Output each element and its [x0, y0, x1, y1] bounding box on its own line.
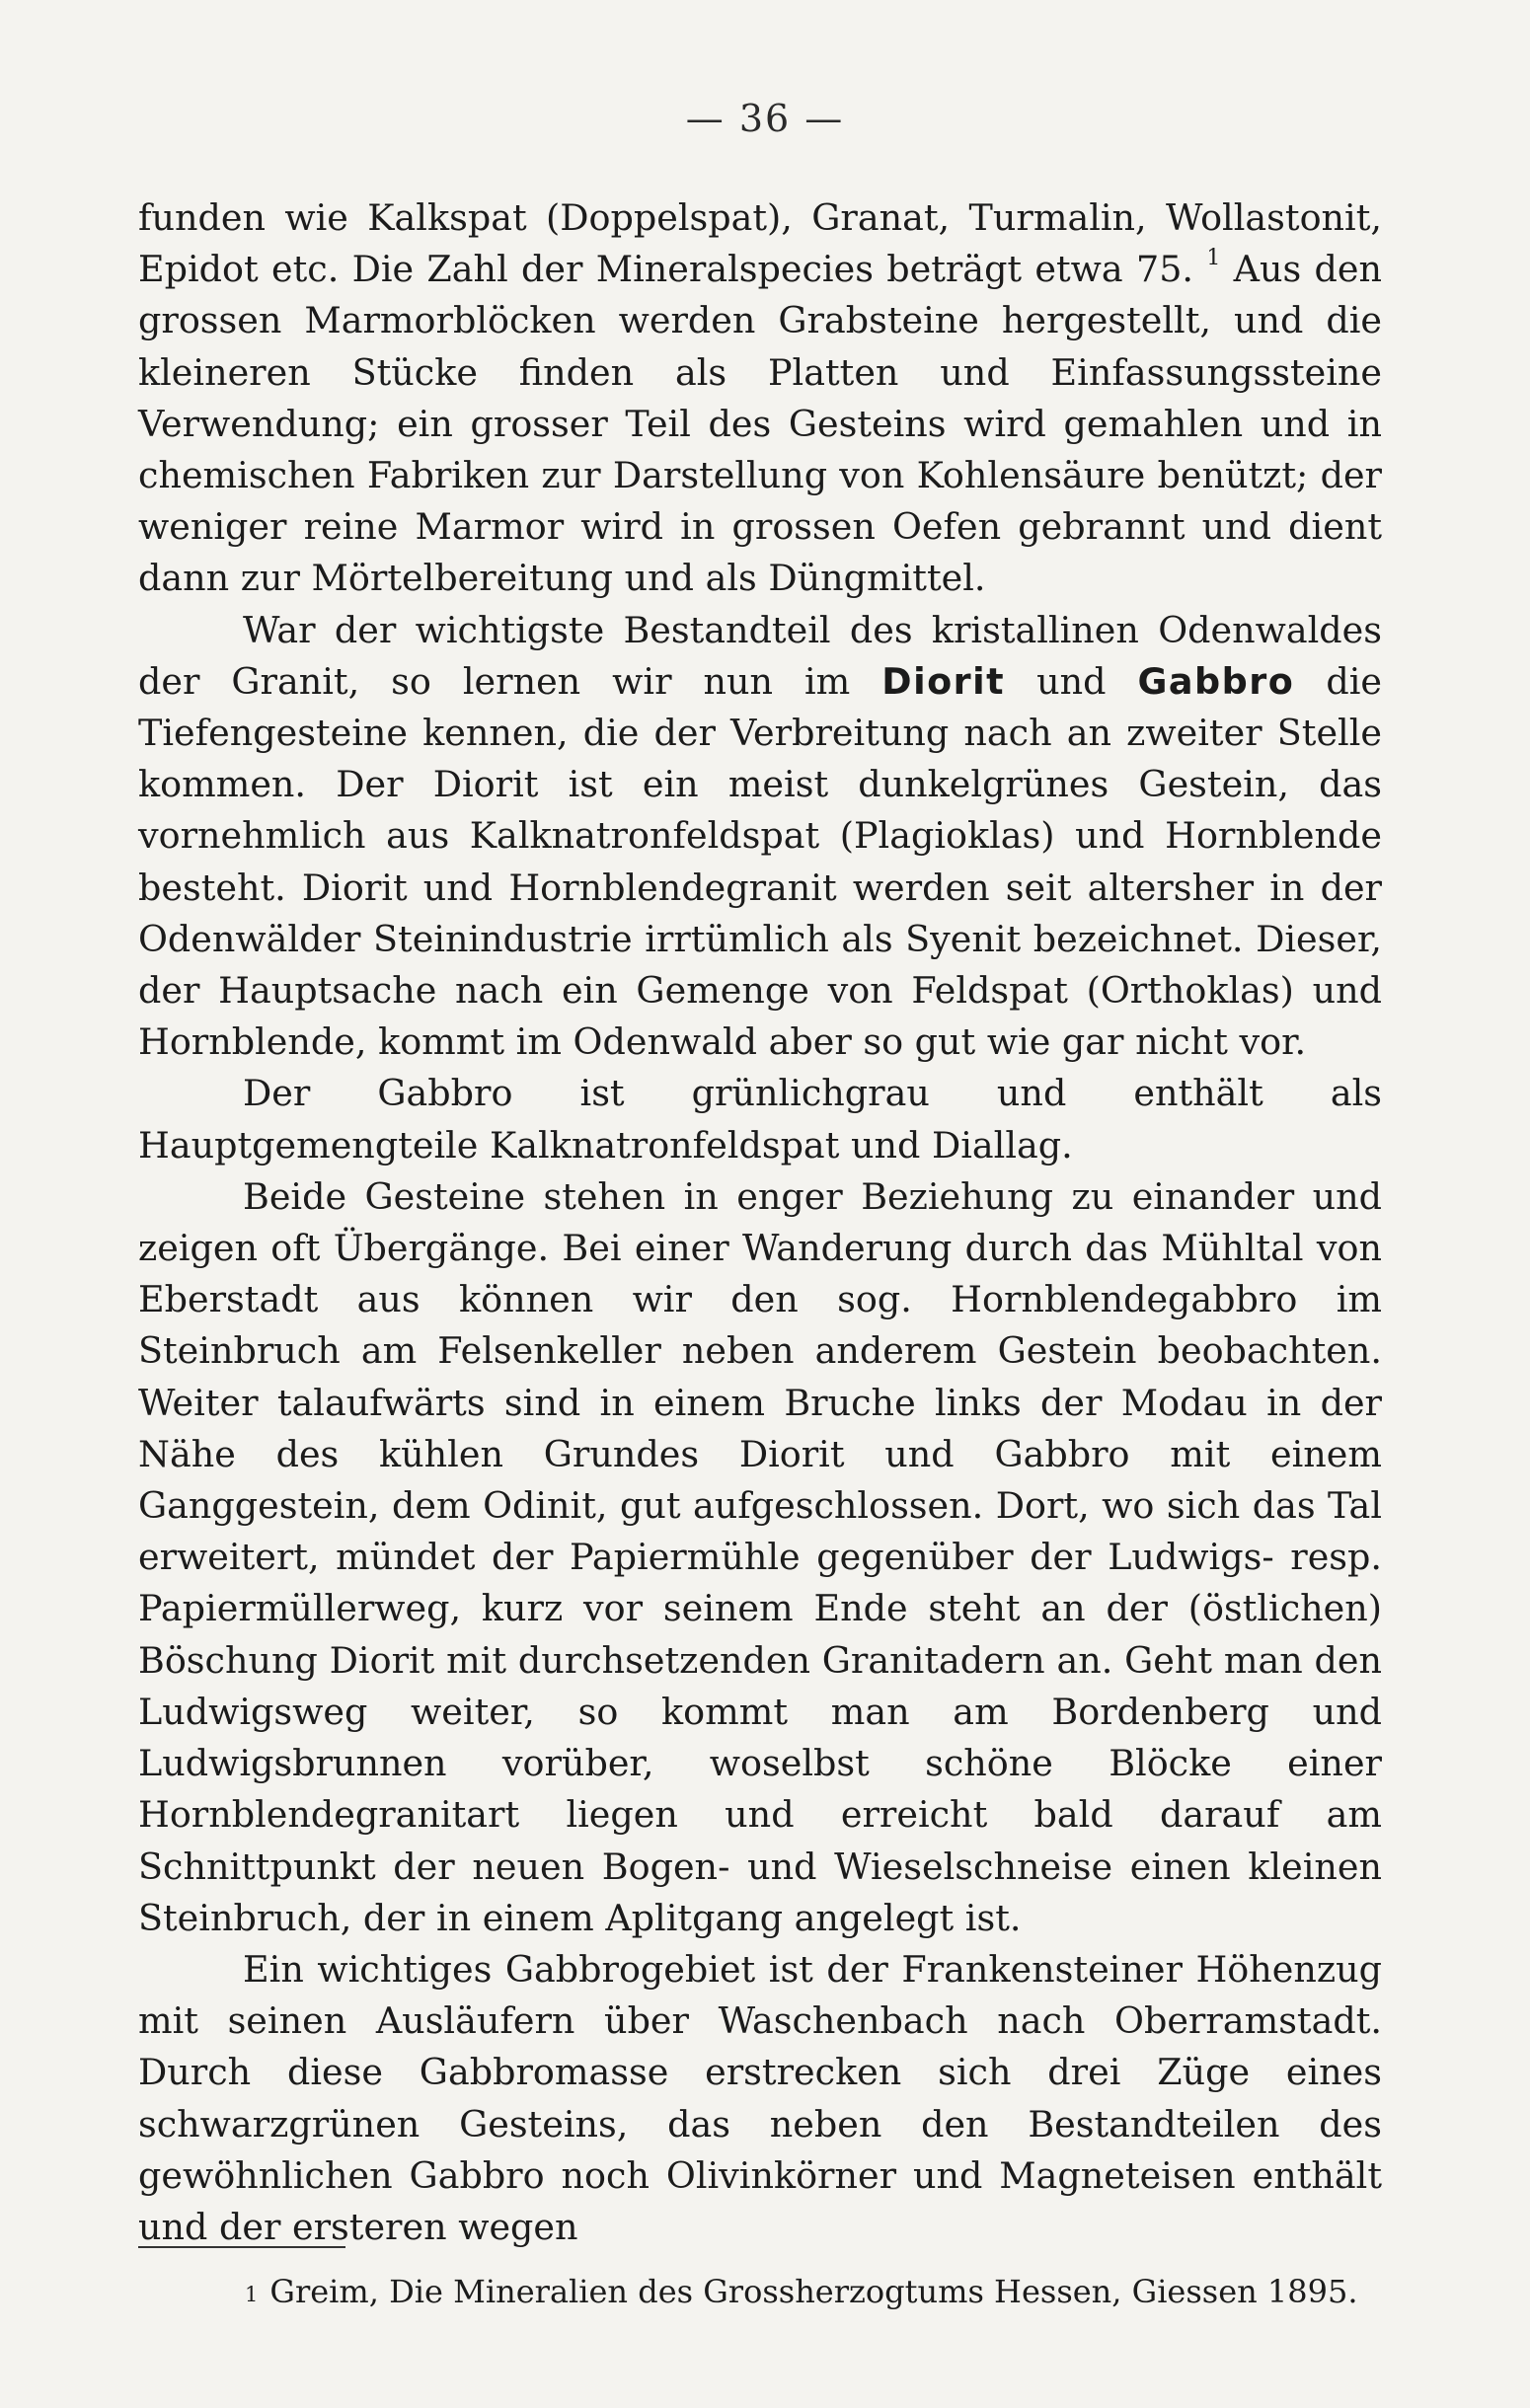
page-number: — 36 —	[685, 97, 845, 140]
text-run: Beide Gesteine stehen in enger Beziehung zu einander und zeigen oft Übergänge. Bei einer Wanderung durch das Mühltal von Eberstadt aus können wir den sog. Hornblendegabbro im Steinbruch am Felsenkeller neben anderem Gestein beobachten. Weiter talaufwärts sind in einem Bruche links der Modau in der Nähe des kühlen Grundes Diorit und Gabbro mit einem Ganggestein, dem Odinit, gut aufgeschlossen. Dort, wo sich das Tal erweitert, mündet der Papiermühle gegenüber der Ludwigs- resp. Papiermüllerweg, kurz vor seinem Ende steht an der (östlichen) Böschung Diorit mit durchsetzenden Granitadern an. Geht man den Ludwigsweg weiter, so kommt man am Bordenberg und Ludwigsbrunnen vorüber, woselbst schöne Blöcke einer Hornblendegranitart liegen und erreicht bald darauf am Schnittpunkt der neuen Bogen- und Wieselschneise einen kleinen Steinbruch, der in einem Aplitgang angelegt ist.	[138, 1174, 1382, 1939]
emphasized-term: Diorit	[881, 659, 1006, 703]
paragraph	[138, 192, 1382, 605]
text-run: funden wie Kalkspat (Doppelspat), Granat, Turmalin, Wollastonit, Epidot etc. Die Zahl der Mineralspecies beträgt etwa 75.	[138, 196, 1382, 291]
text-run: Ein wichtiges Gabbrogebiet ist der Frankensteiner Höhenzug mit seinen Ausläufern über Waschenbach nach Oberramstadt. Durch diese Gabbromasse erstrecken sich drei Züge eines schwarzgrünen Gesteins, das neben den Bestandteilen des gewöhnlichen Gabbro noch Olivinkörner und Magneteisen enthält und der ersteren wegen	[138, 1947, 1382, 2248]
footnote	[138, 2270, 1382, 2313]
text-run: Der Gabbro ist grünlichgrau und enthält als Hauptgemengteile Kalknatronfeldspat und Diallag.	[138, 1072, 1382, 1166]
footnote-reference: 1	[1206, 246, 1221, 271]
text-run: die Tiefengesteine kennen, die der Verbreitung nach an zweiter Stelle kommen. Der Diorit ist ein meist dunkelgrünes Gestein, das vornehmlich aus Kalknatronfeldspat (Plagioklas) und Hornblende besteht. Diorit und Hornblendegranit werden seit altersher in der Odenwälder Steinindustrie irrtümlich als Syenit bezeichnet. Dieser, der Hauptsache nach ein Gemenge von Feldspat (Orthoklas) und Hornblende, kommt im Odenwald aber so gut wie gar nicht vor.	[138, 659, 1382, 1064]
paragraph	[138, 1944, 1382, 2253]
text-run: und	[1005, 659, 1138, 703]
footnote-mark: 1	[245, 2283, 259, 2306]
emphasized-term: Gabbro	[1137, 659, 1295, 703]
paragraph	[138, 1171, 1382, 1944]
footnote-divider	[138, 2246, 345, 2248]
paragraph	[138, 1068, 1382, 1170]
paragraph	[138, 605, 1382, 1069]
body-text	[138, 192, 1382, 2253]
text-run: Aus den grossen Marmorblöcken werden Grabsteine hergestellt, und die kleineren Stücke finden als Platten und Einfassungssteine Verwendung; ein grosser Teil des Gesteins wird gemahlen und in chemischen Fabriken zur Darstellung von Kohlensäure benützt; der weniger reine Marmor wird in grossen Oefen gebrannt und dient dann zur Mörtelbereitung und als Düngmittel.	[138, 248, 1382, 600]
text-run: War der wichtigste Bestandteil des kristallinen Odenwaldes der Granit, so lernen wir nun im	[138, 608, 1382, 703]
footnote-text: Greim, Die Mineralien des Grossherzogtums Hessen, Giessen 1895.	[269, 2273, 1358, 2310]
